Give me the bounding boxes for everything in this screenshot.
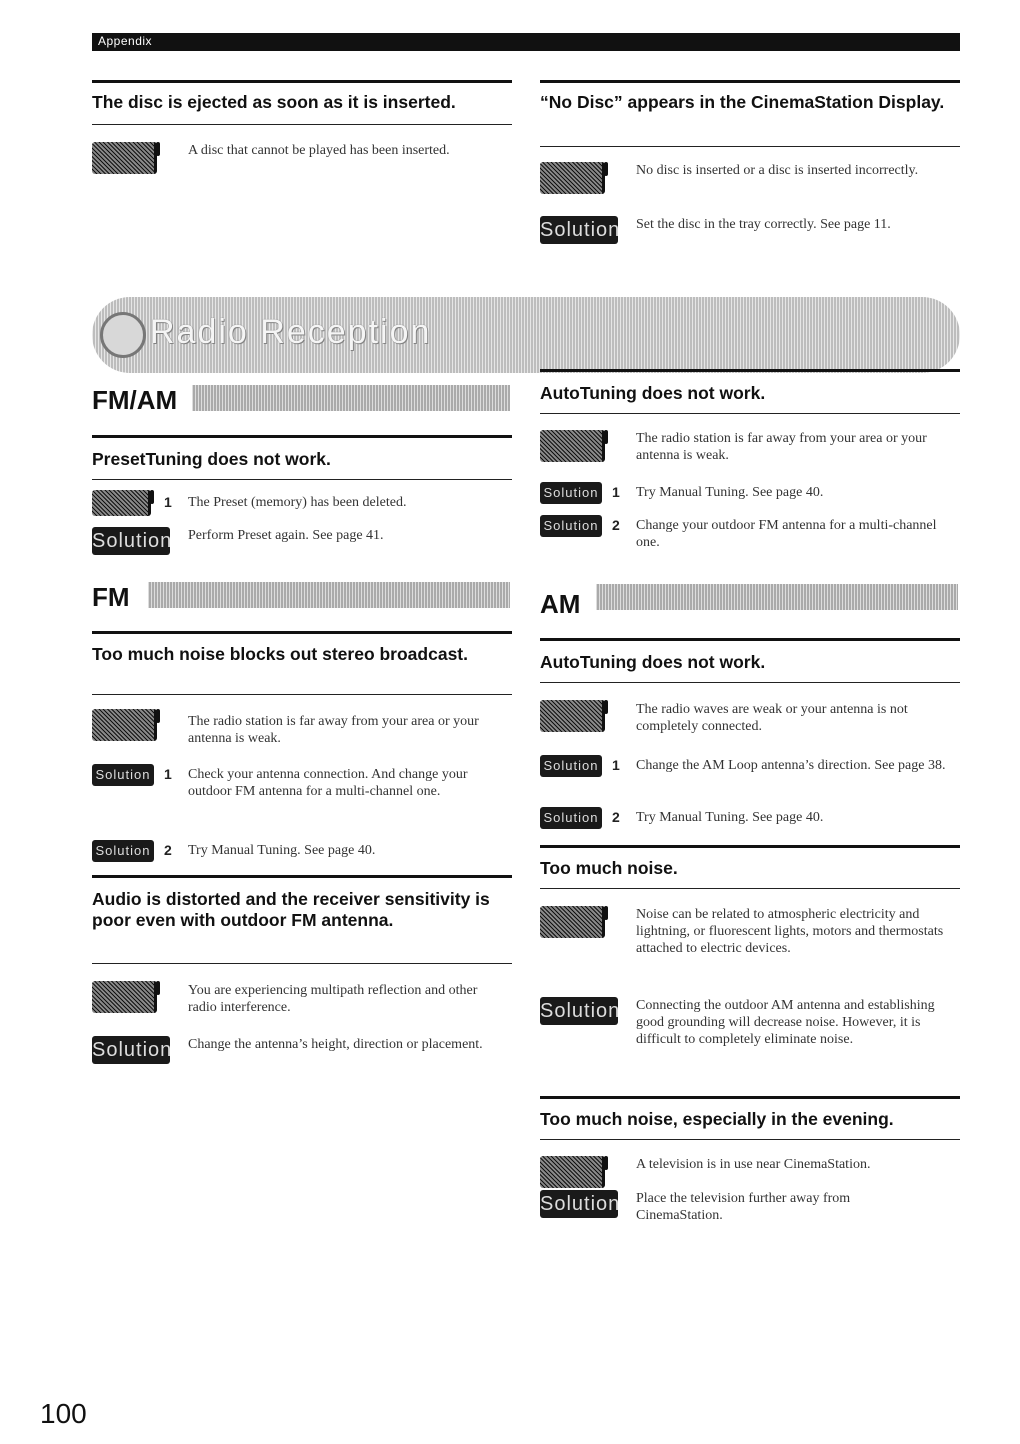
- evening-noise-title: Too much noise, especially in the evening.: [540, 1109, 894, 1129]
- no-disc-solution: Set the disc in the tray correctly. See page 11.: [636, 217, 891, 232]
- solution-icon: Solution: [92, 1036, 170, 1064]
- cause-icon: [540, 1156, 605, 1188]
- divider: [92, 694, 512, 695]
- cause-icon: [540, 430, 605, 462]
- solution-icon: Solution: [92, 527, 170, 555]
- band-bar: [192, 385, 510, 411]
- divider: [540, 146, 960, 147]
- auto-tuning-am-solution-1: Change the AM Loop antenna’s direction. See page 38.: [636, 758, 946, 773]
- stereo-noise-solution-2: Try Manual Tuning. See page 40.: [188, 843, 376, 858]
- band-bar: [596, 584, 958, 610]
- solution-number: 2: [612, 809, 620, 825]
- no-disc-cause: No disc is inserted or a disc is inserted incorrectly.: [636, 163, 919, 178]
- too-much-noise-solution: Connecting the outdoor AM antenna and establishing good grounding will decrease noise. However, it is difficult to completely eliminate noise.: [636, 998, 935, 1047]
- divider: [92, 80, 512, 83]
- solution-icon: Solution: [92, 764, 154, 786]
- no-disc-title: “No Disc” appears in the CinemaStation Display.: [540, 92, 945, 112]
- stereo-noise-solution-1: Check your antenna connection. And change your outdoor FM antenna for a multi-channel one.: [188, 767, 468, 799]
- section-header-label: Appendix: [98, 34, 153, 48]
- solution-number: 1: [612, 757, 620, 773]
- solution-number: 1: [612, 484, 620, 500]
- disc-ejected-cause: A disc that cannot be played has been inserted.: [188, 143, 450, 158]
- auto-tuning-am-solution-2: Try Manual Tuning. See page 40.: [636, 810, 824, 825]
- auto-tuning-fmam-solution-2: Change your outdoor FM antenna for a multi-channel one.: [636, 518, 937, 550]
- solution-icon: Solution: [540, 807, 602, 829]
- solution-number: 1: [164, 766, 172, 782]
- divider: [92, 631, 512, 634]
- radio-wave-icon: [100, 312, 146, 358]
- cause-icon: [540, 162, 605, 194]
- cause-icon: [92, 142, 157, 174]
- band-title-fm: FM: [92, 582, 130, 612]
- divider: [540, 638, 960, 641]
- too-much-noise-cause: Noise can be related to atmospheric electricity and lightning, or fluorescent lights, motors and thermostats attached to electric devices.: [636, 907, 944, 956]
- divider: [92, 435, 512, 438]
- divider: [540, 682, 960, 683]
- solution-icon: Solution: [540, 216, 618, 244]
- cause-icon: [92, 490, 151, 516]
- divider: [92, 963, 512, 964]
- too-much-noise-title: Too much noise.: [540, 858, 678, 878]
- auto-tuning-fmam-solution-1: Try Manual Tuning. See page 40.: [636, 485, 824, 500]
- distorted-title: Audio is distorted and the receiver sensitivity is poor even with outdoor FM antenna.: [92, 889, 490, 930]
- section-header-bar: [92, 33, 960, 51]
- solution-icon: Solution: [540, 482, 602, 504]
- divider: [92, 479, 512, 480]
- divider: [540, 80, 960, 83]
- auto-tuning-am-cause: The radio waves are weak or your antenna is not completely connected.: [636, 702, 908, 734]
- cause-icon: [92, 709, 157, 741]
- solution-icon: Solution: [92, 840, 154, 862]
- solution-icon: Solution: [540, 755, 602, 777]
- auto-tuning-am-title: AutoTuning does not work.: [540, 652, 766, 672]
- evening-noise-cause: A television is in use near CinemaStation.: [636, 1157, 871, 1172]
- divider: [92, 124, 512, 125]
- distorted-cause: You are experiencing multipath reflection and other radio interference.: [188, 983, 478, 1015]
- divider: [540, 888, 960, 889]
- preset-tuning-solution: Perform Preset again. See page 41.: [188, 528, 384, 543]
- solution-number: 2: [164, 842, 172, 858]
- band-title-am: AM: [540, 589, 581, 619]
- solution-number: 2: [612, 517, 620, 533]
- evening-noise-solution: Place the television further away from CinemaStation.: [636, 1191, 851, 1223]
- preset-tuning-cause: The Preset (memory) has been deleted.: [188, 495, 407, 510]
- divider: [540, 413, 960, 414]
- divider: [540, 1096, 960, 1099]
- auto-tuning-fmam-cause: The radio station is far away from your area or your antenna is weak.: [636, 431, 927, 463]
- stereo-noise-title: Too much noise blocks out stereo broadcast.: [92, 644, 468, 664]
- distorted-solution: Change the antenna’s height, direction or placement.: [188, 1037, 483, 1052]
- divider: [540, 1139, 960, 1140]
- divider: [92, 875, 512, 878]
- divider: [540, 845, 960, 848]
- banner-title: Radio Reception: [150, 313, 432, 351]
- page-number: 100: [40, 1398, 87, 1429]
- solution-icon: Solution: [540, 1190, 618, 1218]
- preset-tuning-title: PresetTuning does not work.: [92, 449, 331, 469]
- cause-icon: [540, 700, 605, 732]
- band-bar: [148, 582, 510, 608]
- band-title-fmam: FM/AM: [92, 385, 178, 415]
- auto-tuning-fmam-title: AutoTuning does not work.: [540, 383, 766, 403]
- cause-icon: [92, 981, 157, 1013]
- cause-icon: [540, 906, 605, 938]
- solution-icon: Solution: [540, 997, 618, 1025]
- disc-ejected-title: The disc is ejected as soon as it is inserted.: [92, 92, 456, 112]
- solution-icon: Solution: [540, 515, 602, 537]
- cause-number: 1: [164, 494, 172, 510]
- divider: [540, 369, 960, 372]
- stereo-noise-cause: The radio station is far away from your area or your antenna is weak.: [188, 714, 479, 746]
